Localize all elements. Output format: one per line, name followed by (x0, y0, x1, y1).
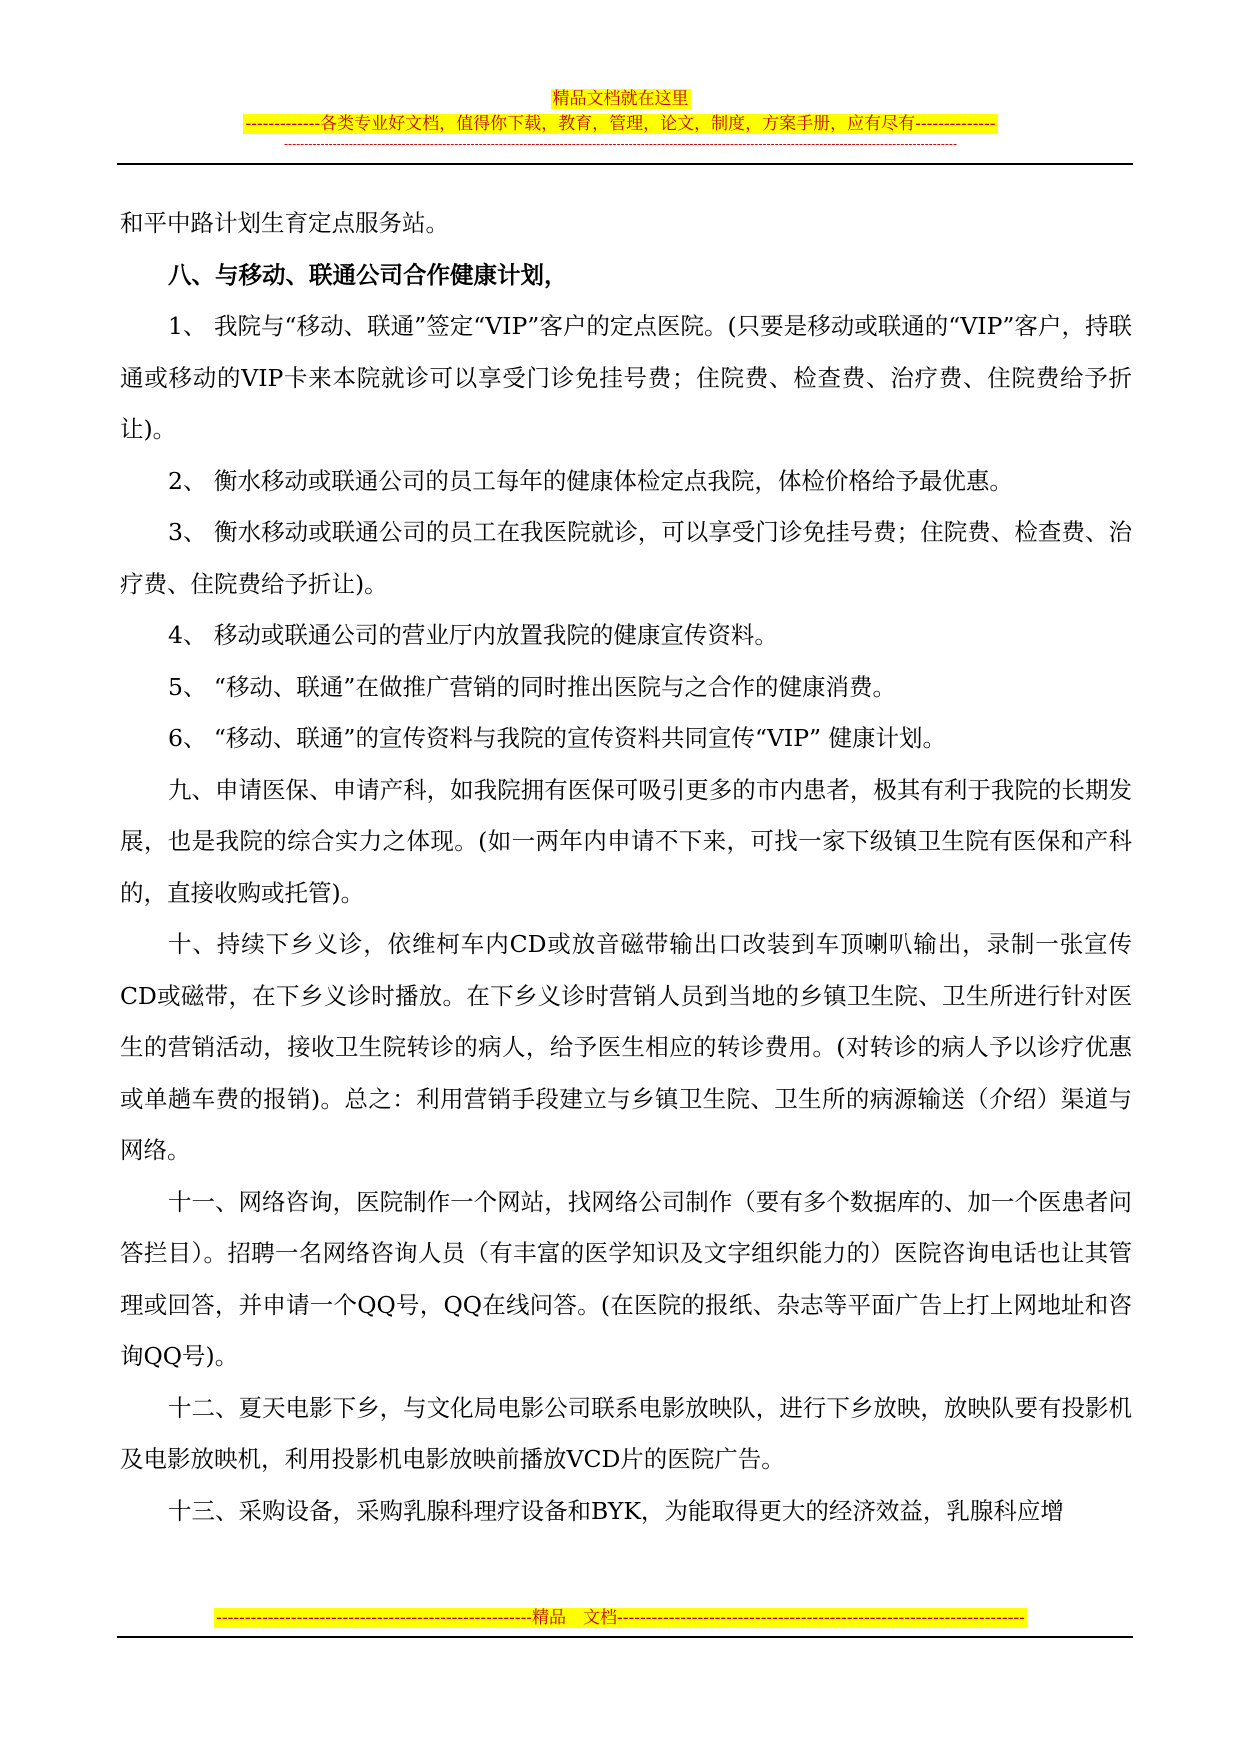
section-heading: 八、与移动、联通公司合作健康计划， (168, 260, 568, 289)
paragraph: 十三、采购设备，采购乳腺科理疗设备和BYK，为能取得更大的经济效益，乳腺科应增 (168, 1496, 1064, 1525)
list-item: 6、 “移动、联通”的宣传资料与我院的宣传资料共同宣传“VIP” 健康计划。 (168, 724, 947, 752)
paragraph: 十、持续下乡义诊，依维柯车内CD或放音磁带输出口改装到车顶喇叭输出，录制一张宣传CD或磁带，在下乡义诊时播放。在下乡义诊时营销人员到当地的乡镇卫生院、卫生所进行针对医生的营销活动，接收卫生院转诊的病人，给予医生相应的转诊费用。(对转诊的病人予以诊疗优惠或单趟车费的报销)。总之：利用营销手段建立与乡镇卫生院、卫生所的病源输送（介绍）渠道与网络。 (120, 930, 1132, 1164)
paragraph: 九、申请医保、申请产科，如我院拥有医保可吸引更多的市内患者，极其有利于我院的长期发展，也是我院的综合实力之体现。(如一两年内申请不下来，可找一家下级镇卫生院有医保和产科的，直接收购或托管)。 (120, 775, 1132, 907)
footer (0, 1607, 1241, 1629)
list-item: 1、 我院与“移动、联通”签定“VIP”客户的定点医院。(只要是移动或联通的“VIP”客户，持联通或移动的VIP卡来本院就诊可以享受门诊免挂号费；住院费、检查费、治疗费、住院费给予折让)。 (120, 312, 1132, 443)
list-item: 5、 “移动、联通”在做推广营销的同时推出医院与之合作的健康消费。 (168, 672, 896, 701)
header-subtitle (0, 113, 1241, 135)
paragraph: 和平中路计划生育定点服务站。 (120, 209, 449, 237)
footer-text: -------------------------------------------------------精品 文档----------------------------------------------------------------------- (216, 1608, 1025, 1628)
header-rule (117, 163, 1133, 165)
header-subtitle-text: -------------各类专业好文档，值得你下载，教育，管理，论文，制度，方案手册，应有尽有-------------- (245, 114, 996, 134)
header-title-text: 精品文档就在这里 (552, 89, 689, 109)
header-dashes: ---------------------------------------------------------------------------------------------------------------------------------------------------------------------- (283, 137, 958, 151)
document-body (120, 198, 1132, 1537)
paragraph: 十二、夏天电影下乡，与文化局电影公司联系电影放映队，进行下乡放映，放映队要有投影机及电影放映机，利用投影机电影放映前播放VCD片的医院广告。 (120, 1393, 1132, 1473)
list-item: 3、 衡水移动或联通公司的员工在我医院就诊，可以享受门诊免挂号费；住院费、检查费、治疗费、住院费给予折让)。 (120, 518, 1132, 598)
paragraph: 十一、网络咨询，医院制作一个网站，找网络公司制作（要有多个数据库的、加一个医患者问答拦目）。招聘一名网络咨询人员（有丰富的医学知识及文字组织能力的）医院咨询电话也让其管理或回答，并申请一个QQ号，QQ在线问答。(在医院的报纸、杂志等平面广告上打上网地址和咨询QQ号)。 (120, 1187, 1132, 1370)
list-item: 2、 衡水移动或联通公司的员工每年的健康体检定点我院，体检价格给予最优惠。 (168, 466, 1013, 495)
list-item: 4、 移动或联通公司的营业厅内放置我院的健康宣传资料。 (168, 621, 778, 649)
footer-rule (117, 1636, 1133, 1638)
header-title (0, 88, 1241, 110)
